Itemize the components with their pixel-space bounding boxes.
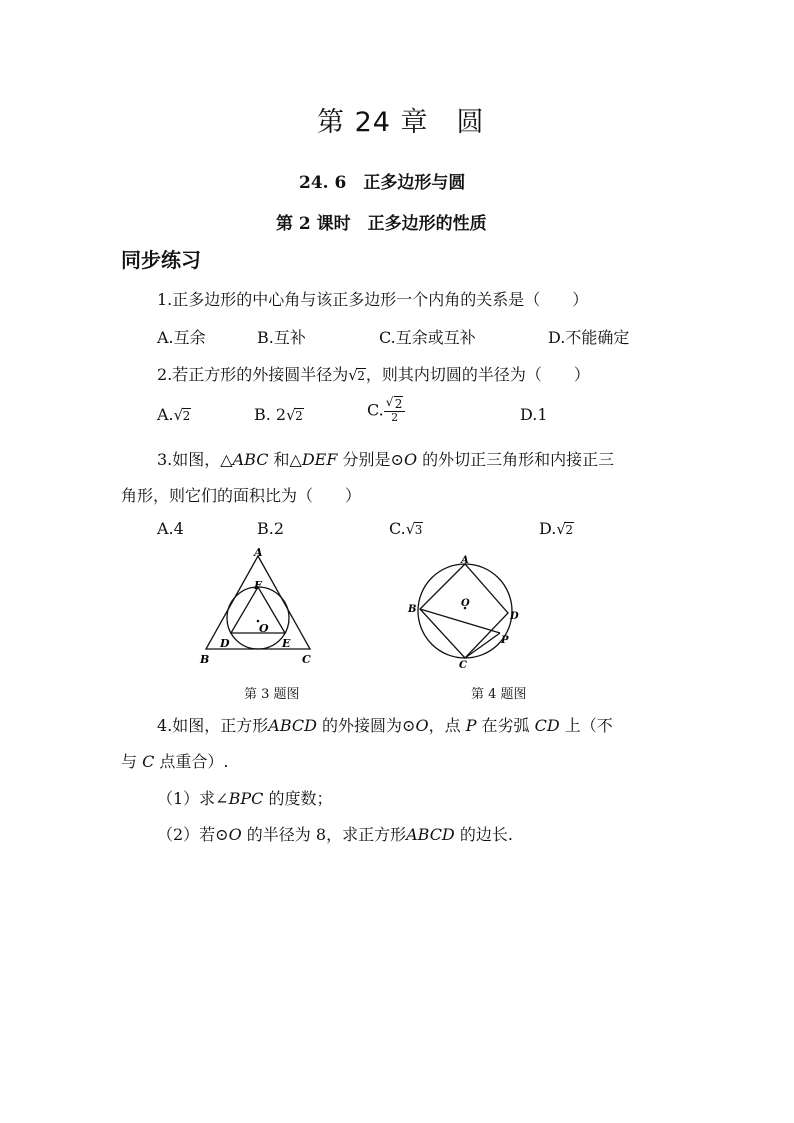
label-f: F: [254, 579, 262, 592]
q2-stem-part-a: 2.若正方形的外接圆半径为: [157, 365, 349, 384]
q1-option-b: B.互补: [257, 328, 306, 347]
label-o: O: [259, 622, 269, 635]
label-o: O: [461, 598, 470, 609]
label-c: C: [459, 660, 467, 671]
label-e: E: [282, 637, 291, 650]
q3-option-d: [539, 519, 574, 538]
q2-option-c: [367, 395, 405, 424]
q2-option-a: [157, 405, 191, 424]
q1-option-d: D.不能确定: [548, 328, 630, 347]
q2-option-c-numerator: 2: [394, 397, 403, 411]
label-b: B: [200, 653, 210, 666]
figure-4-caption: 第 4 题图: [471, 687, 527, 702]
sqrt-symbol: √ 2: [556, 520, 573, 538]
segment-bp: [420, 609, 500, 633]
chapter-title: 第 24 章 圆: [317, 107, 485, 138]
q2-stem-radicand: 2: [357, 369, 365, 383]
question-3-line-2: 角形，则它们的面积比为（ ）: [121, 486, 362, 505]
q3-circle-o: O: [403, 450, 418, 469]
q4-arc: CD: [534, 716, 560, 735]
q3-text: 的外切正三角形和内接正三: [417, 450, 615, 469]
q3-text: 和△: [268, 450, 302, 469]
q4-part-2-circle: O: [228, 825, 242, 844]
q4-text: 点重合）.: [154, 752, 229, 771]
q3-option-c-prefix: C.: [389, 519, 406, 538]
circumcircle: [418, 564, 512, 658]
q2-option-d: D.1: [520, 405, 548, 424]
q4-part-2-text: 的半径为 8，求正方形: [241, 825, 407, 844]
section-title: 24. 6 正多边形与圆: [299, 173, 466, 193]
figure-3-diagram: [196, 546, 322, 671]
label-p: P: [501, 635, 509, 646]
q4-text: 4.如图，正方形: [157, 716, 269, 735]
label-b: B: [408, 604, 417, 615]
q4-text: 上（不: [559, 716, 613, 735]
q4-angle: BPC: [228, 789, 264, 808]
q3-option-d-radicand: 2: [565, 523, 573, 537]
question-4-part-1: [157, 786, 332, 809]
q4-text: ，点: [428, 716, 466, 735]
q4-point-c: C: [142, 752, 155, 771]
q4-point: P: [465, 716, 477, 735]
q2-stem-part-b: ，则其内切圆的半径为（ ）: [365, 365, 590, 384]
q4-part-2-text: （2）若⊙: [157, 825, 229, 844]
q3-triangle-def: DEF: [301, 450, 338, 469]
fraction: [384, 395, 406, 424]
q1-option-a: A.互余: [157, 328, 206, 347]
figure-4-diagram: [401, 550, 531, 672]
q2-option-a-prefix: A.: [157, 405, 174, 424]
q2-option-c-prefix: C.: [367, 400, 384, 420]
label-c: C: [302, 653, 311, 666]
q4-text: 在劣弧: [476, 716, 535, 735]
q3-option-a: A.4: [157, 519, 184, 538]
q2-option-b: [254, 405, 304, 424]
question-3-line-1: [157, 447, 614, 470]
label-a: A: [254, 546, 263, 559]
sqrt-symbol: √ 2: [173, 406, 191, 424]
question-4-line-2: [121, 749, 229, 772]
exercise-heading: 同步练习: [121, 248, 201, 272]
q3-text: 3.如图，△: [157, 450, 233, 469]
q3-text: 分别是⊙: [337, 450, 404, 469]
q4-part-1-text: 的度数；: [263, 789, 333, 808]
q1-option-c: C.互余或互补: [379, 328, 476, 347]
q4-text: 与: [121, 752, 143, 771]
q2-option-a-radicand: 2: [182, 409, 191, 423]
triangle-abc: [206, 556, 310, 649]
q3-option-d-prefix: D.: [539, 519, 557, 538]
label-d: D: [510, 611, 519, 622]
inscribed-circle: [227, 587, 289, 649]
question-4-line-1: [157, 713, 613, 736]
figure-3-caption: 第 3 题图: [244, 687, 300, 702]
q4-circle: O: [415, 716, 429, 735]
label-d: D: [220, 637, 230, 650]
sqrt-symbol: √ 2: [286, 406, 303, 424]
q3-triangle-abc: ABC: [232, 450, 269, 469]
label-a: A: [461, 555, 469, 566]
q2-option-b-prefix: B. 2: [254, 405, 287, 424]
q4-part-2-square: ABCD: [406, 825, 455, 844]
square-abcd: [420, 564, 508, 658]
question-2-stem: [157, 362, 590, 385]
sqrt-symbol: √ 2: [385, 395, 403, 411]
q4-text: 的外接圆为⊙: [316, 716, 416, 735]
sqrt-symbol: √ 3: [405, 520, 423, 538]
question-1-stem: 1.正多边形的中心角与该正多边形一个内角的关系是（ ）: [157, 290, 589, 309]
sqrt-symbol: √ 2: [348, 366, 365, 384]
lesson-title: 第 2 课时 正多边形的性质: [276, 214, 487, 234]
q3-option-b: B.2: [257, 519, 285, 538]
q3-option-c: [389, 519, 423, 538]
q2-option-c-denominator: 2: [391, 411, 399, 424]
q4-square: ABCD: [268, 716, 317, 735]
q3-option-c-radicand: 3: [414, 523, 423, 537]
q4-part-1-text: （1）求∠: [157, 789, 229, 808]
q2-option-b-radicand: 2: [295, 409, 303, 423]
q4-part-2-text: 的边长.: [454, 825, 513, 844]
question-4-part-2: [157, 822, 513, 845]
